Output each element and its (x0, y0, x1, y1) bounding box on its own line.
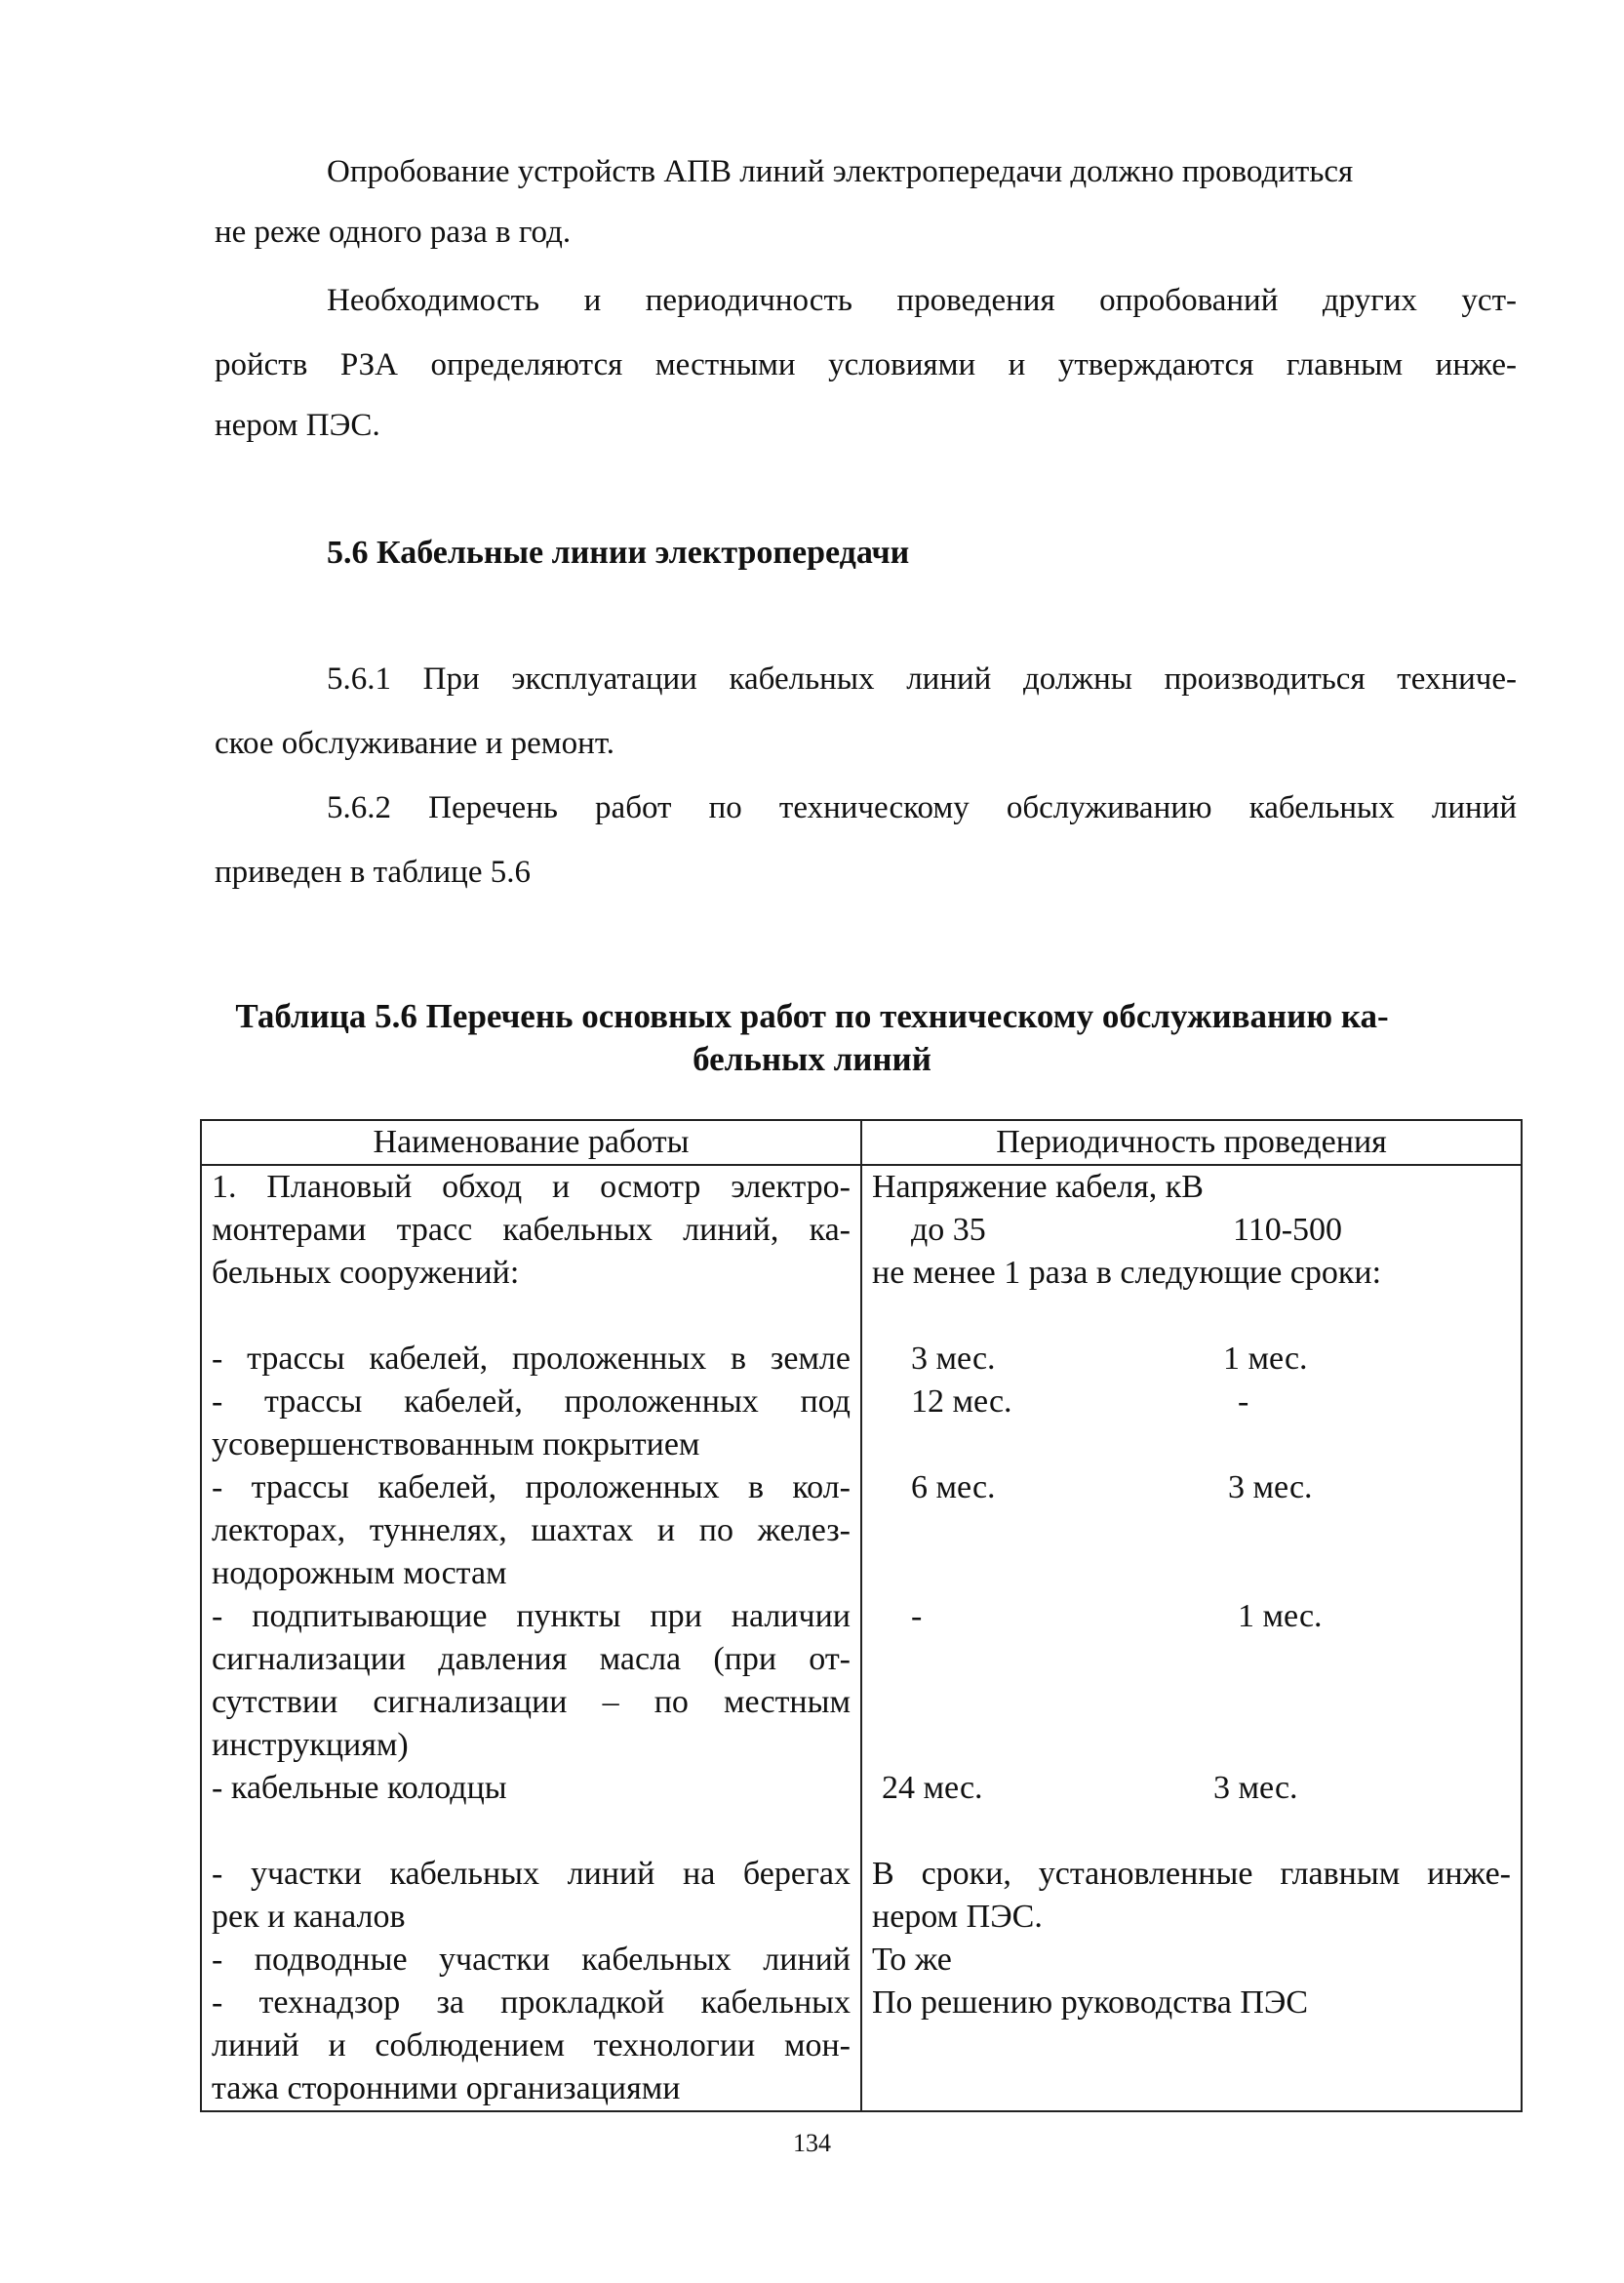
header-work-name: Наименование работы (201, 1120, 861, 1165)
e-lo: 24 мес. (882, 1770, 983, 1806)
f-line2: нером ПЭС. (872, 1899, 1043, 1935)
item-g: - подводные участки кабельных линий (212, 1942, 851, 1978)
intro-p1-line1: Опробование устройств АПВ линий электропередачи должно проводиться (327, 154, 1354, 189)
item1-line2: монтерами трасс кабельных линий, ка- (212, 1212, 851, 1248)
table-header-row (201, 1120, 1522, 1165)
a-hi: 1 мес. (1223, 1341, 1308, 1377)
voltage-label: Напряжение кабеля, кВ (872, 1169, 1204, 1205)
h-text: По решению руководства ПЭС (872, 1984, 1309, 2021)
table-caption-line2: бельных линий (693, 1040, 931, 1078)
table-caption-line1: Таблица 5.6 Перечень основных работ по техническому обслуживанию ка- (235, 997, 1389, 1035)
item1-line3: бельных сооружений: (212, 1255, 520, 1291)
work-list-cell (201, 1165, 861, 2111)
section-heading: 5.6 Кабельные линии электропередачи (327, 535, 910, 571)
col-lo-label: до 35 (911, 1212, 986, 1248)
item-h-line3: тажа сторонними организациями (212, 2070, 681, 2106)
item-c-line2: лекторах, туннелях, шахтах и по желез- (212, 1512, 851, 1548)
item-c-line1: - трассы кабелей, проложенных в кол- (212, 1469, 851, 1505)
a-lo: 3 мес. (911, 1341, 996, 1377)
intro-p1-line2: не реже одного раза в год. (215, 215, 572, 250)
intro-p2-line1: Необходимость и периодичность проведения опробований других уст- (327, 283, 1517, 318)
works-table (200, 1119, 1523, 2112)
page-number: 134 (793, 2129, 831, 2157)
g-text: То же (872, 1942, 952, 1978)
intro-p2-line2: ройств РЗА определяются местными условиями и утверждаются главным инже- (215, 347, 1517, 382)
item-e: - кабельные колодцы (212, 1770, 507, 1806)
f-line1: В сроки, установленные главным инже- (872, 1856, 1511, 1892)
c-lo: 6 мес. (911, 1469, 996, 1505)
d-hi: 1 мес. (1238, 1598, 1323, 1634)
item-d-line1: - подпитывающие пункты при наличии (212, 1598, 851, 1634)
col-hi-label: 110-500 (1233, 1212, 1343, 1248)
intro-p2-line3: нером ПЭС. (215, 408, 380, 443)
item-h-line1: - технадзор за прокладкой кабельных (212, 1984, 851, 2021)
freq-note: не менее 1 раза в следующие сроки: (872, 1255, 1382, 1291)
item-f-line2: рек и каналов (212, 1899, 406, 1935)
item-d-line3: сутствии сигнализации – по местным (212, 1684, 851, 1720)
section-p1-line1: 5.6.1 При эксплуатации кабельных линий должны производиться техниче- (327, 661, 1517, 697)
header-periodicity: Периодичность проведения (861, 1120, 1522, 1165)
item-b-line2: усовершенствованным покрытием (212, 1426, 700, 1462)
section-p2-line2: приведен в таблице 5.6 (215, 855, 531, 890)
e-hi: 3 мес. (1213, 1770, 1298, 1806)
section-p2-line1: 5.6.2 Перечень работ по техническому обслуживанию кабельных линий (327, 790, 1517, 825)
section-p1-line2: ское обслуживание и ремонт. (215, 726, 615, 761)
item-a: - трассы кабелей, проложенных в земле (212, 1341, 851, 1377)
item-d-line4: инструкциям) (212, 1727, 409, 1763)
item-b-line1: - трассы кабелей, проложенных под (212, 1383, 851, 1420)
item-h-line2: линий и соблюдением технологии мон- (212, 2027, 851, 2063)
table-row (201, 1165, 1522, 2111)
d-lo: - (911, 1598, 923, 1634)
c-hi: 3 мес. (1228, 1469, 1313, 1505)
item1-line1: 1. Плановый обход и осмотр электро- (212, 1169, 851, 1205)
item-d-line2: сигнализации давления масла (при от- (212, 1641, 851, 1677)
b-lo: 12 мес. (911, 1383, 1012, 1420)
periodicity-cell (861, 1165, 1522, 2111)
item-f-line1: - участки кабельных линий на берегах (212, 1856, 851, 1892)
item-c-line3: нодорожным мостам (212, 1555, 507, 1591)
b-hi: - (1238, 1383, 1249, 1420)
